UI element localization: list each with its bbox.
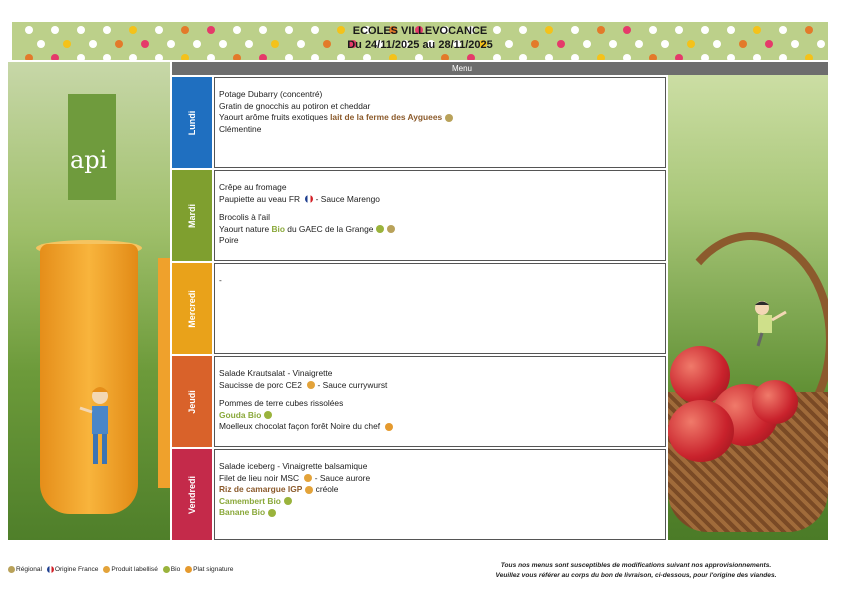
banner-dot bbox=[77, 54, 85, 60]
menu-item: Clémentine bbox=[219, 123, 262, 134]
day-label-4 bbox=[172, 449, 212, 540]
header-bar-right bbox=[668, 62, 828, 75]
day-menu-box bbox=[214, 449, 666, 540]
legend bbox=[8, 566, 236, 573]
banner-dot bbox=[51, 54, 59, 60]
menu-item: Salade Krautsalat - Vinaigrette bbox=[219, 368, 333, 378]
highlighted-product: Camembert Bio bbox=[219, 495, 281, 506]
day-label-3 bbox=[172, 356, 212, 447]
highlighted-product: Riz de camargue IGP bbox=[219, 484, 303, 494]
highlighted-product: lait de la ferme des Ayguees bbox=[330, 112, 443, 122]
menu-column-header: Menu bbox=[214, 62, 710, 75]
banner-dot bbox=[363, 54, 371, 60]
highlighted-product: Gouda Bio bbox=[219, 409, 262, 420]
banner-dot bbox=[597, 54, 605, 60]
banner-dot bbox=[701, 54, 709, 60]
disclaimer-line-1: Tous nos menus sont susceptibles de modifications suivant nos approvisionnements. bbox=[500, 562, 772, 569]
banner-title bbox=[12, 24, 828, 52]
day-name: Vendredi bbox=[187, 475, 197, 514]
day-menu-box bbox=[214, 263, 666, 354]
day-name: Mardi bbox=[187, 203, 197, 228]
day-name: Jeudi bbox=[187, 389, 197, 414]
menu-item: - bbox=[219, 275, 222, 285]
menu-item: Filet de lieu noir MSC - Sauce aurore bbox=[219, 472, 371, 483]
banner-dot bbox=[727, 54, 735, 60]
api-logo: api bbox=[68, 94, 116, 200]
gardener-figure-icon bbox=[78, 382, 118, 472]
menu-item: Gratin de gnocchis au potiron et cheddar bbox=[219, 100, 371, 111]
legend-label: Plat signature bbox=[193, 566, 234, 574]
flag-legend-icon bbox=[47, 566, 54, 573]
second-boot-image bbox=[158, 258, 170, 488]
disclaimer-line-2: Veuillez vous référer au corps du bon de livraison, ci-dessous, pour l'origine des viandes. bbox=[495, 572, 777, 579]
school-name: ECOLES VILLEVOCANCE bbox=[352, 25, 488, 37]
day-name: Lundi bbox=[187, 110, 197, 135]
day-label-0 bbox=[172, 77, 212, 168]
menu-item bbox=[219, 410, 272, 421]
legend-label: Régional bbox=[16, 566, 44, 574]
banner-dot bbox=[285, 54, 293, 60]
banner-dot bbox=[389, 54, 397, 60]
label-legend-icon bbox=[103, 566, 110, 573]
menu-item: Salade iceberg - Vinaigrette balsamique bbox=[219, 461, 368, 471]
banner-dot bbox=[675, 54, 683, 60]
highlighted-product: Bio bbox=[271, 223, 285, 234]
label-badge-icon bbox=[307, 381, 315, 389]
banner-dot bbox=[259, 54, 267, 60]
banner-dot bbox=[571, 54, 579, 60]
day-name: Mercredi bbox=[187, 289, 197, 328]
menu-item: Moelleux chocolat façon forêt Noire du chef bbox=[219, 421, 393, 432]
legend-label: Origine France bbox=[54, 566, 101, 574]
banner-dot bbox=[545, 54, 553, 60]
day-menu-box bbox=[214, 77, 666, 168]
menu-period: Du 24/11/2025 au 28/11/2025 bbox=[347, 39, 493, 51]
title-banner bbox=[12, 22, 828, 60]
menu-item: Paupiette au veau FR - Sauce Marengo bbox=[219, 193, 380, 204]
menu-item: Riz de camargue IGP créole bbox=[219, 484, 339, 494]
menu-item: Saucisse de porc CE2 - Sauce currywurst bbox=[219, 379, 388, 390]
bio-badge-icon bbox=[268, 509, 276, 517]
yellow-boot-image bbox=[40, 244, 138, 514]
banner-dot bbox=[519, 54, 527, 60]
menu-item bbox=[219, 507, 276, 518]
legend-label: Produit labellisé bbox=[111, 566, 160, 574]
day-label-1 bbox=[172, 170, 212, 261]
menu-table bbox=[172, 62, 828, 540]
menu-item: Potage Dubarry (concentré) bbox=[219, 89, 323, 99]
banner-dot bbox=[233, 54, 241, 60]
chef-badge-icon bbox=[385, 423, 393, 431]
day-menu-box bbox=[214, 356, 666, 447]
day-menu-box bbox=[214, 170, 666, 261]
menu-item: Yaourt arôme fruits exotiques lait de la ferme des Ayguees bbox=[219, 112, 453, 123]
day-label-2 bbox=[172, 263, 212, 354]
legend-label: Bio bbox=[170, 566, 183, 574]
menu-item: Brocolis à l'ail bbox=[219, 212, 270, 222]
local-badge-icon bbox=[445, 114, 453, 122]
banner-dot bbox=[415, 54, 423, 60]
banner-dot bbox=[623, 54, 631, 60]
menu-item bbox=[219, 496, 292, 507]
banner-dot bbox=[805, 54, 813, 60]
banner-dot bbox=[311, 54, 319, 60]
disclaimer bbox=[436, 561, 836, 581]
bio-legend-icon bbox=[163, 566, 170, 573]
banner-dot bbox=[181, 54, 189, 60]
banner-dot bbox=[441, 54, 449, 60]
banner-dot bbox=[493, 54, 501, 60]
banner-dot bbox=[155, 54, 163, 60]
chef-legend-icon bbox=[185, 566, 192, 573]
menu-item: Poire bbox=[219, 235, 239, 245]
bio-badge-icon bbox=[264, 411, 272, 419]
menu-item: Crêpe au fromage bbox=[219, 182, 287, 192]
banner-dot bbox=[25, 54, 33, 60]
banner-dot bbox=[779, 54, 787, 60]
banner-dot bbox=[207, 54, 215, 60]
local-badge-icon bbox=[387, 225, 395, 233]
banner-dot bbox=[467, 54, 475, 60]
local-legend-icon bbox=[8, 566, 15, 573]
banner-dot bbox=[649, 54, 657, 60]
header-bar-left bbox=[172, 62, 214, 75]
bio-badge-icon bbox=[376, 225, 384, 233]
banner-dot bbox=[103, 54, 111, 60]
banner-dot bbox=[337, 54, 345, 60]
banner-dot bbox=[753, 54, 761, 60]
left-photo-panel bbox=[8, 62, 170, 540]
bio-badge-icon bbox=[284, 497, 292, 505]
menu-item: Pommes de terre cubes rissolées bbox=[219, 398, 344, 408]
highlighted-product: Banane Bio bbox=[219, 507, 266, 517]
banner-dot bbox=[129, 54, 137, 60]
menu-item: Yaourt nature Bio du GAEC de la Grange bbox=[219, 224, 395, 235]
